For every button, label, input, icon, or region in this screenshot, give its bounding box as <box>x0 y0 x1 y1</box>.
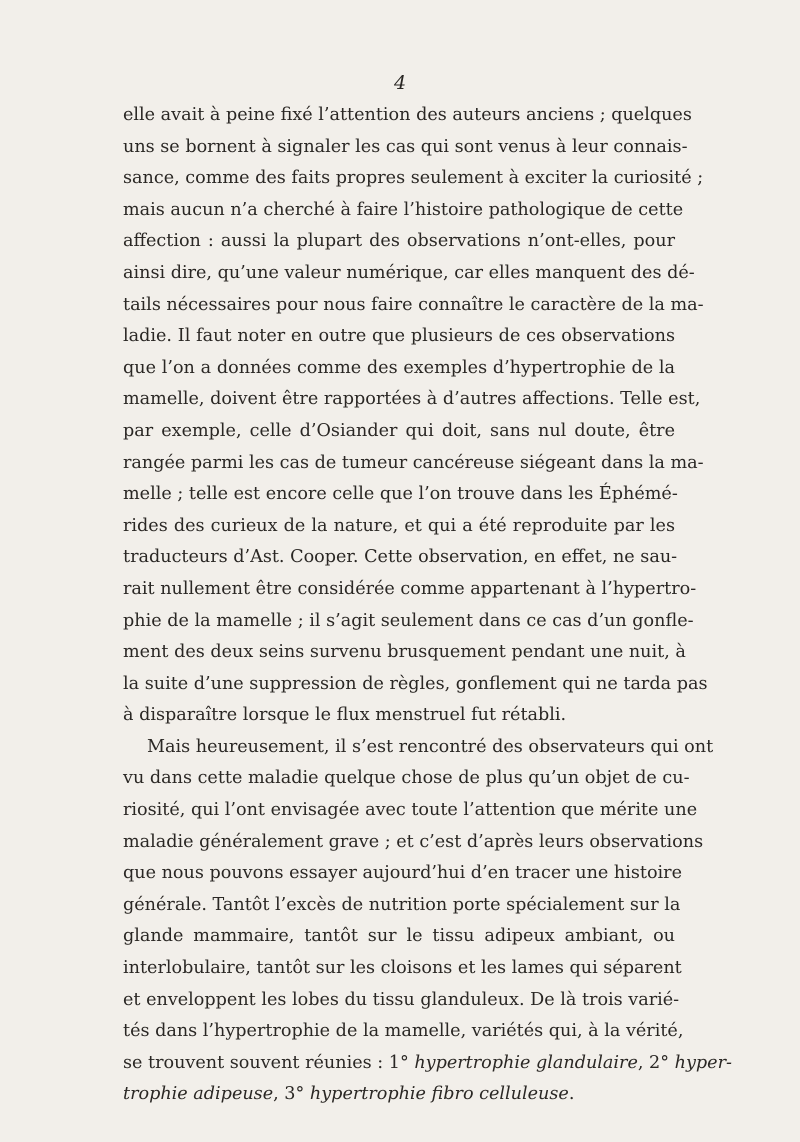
page-number: 4 <box>393 72 407 94</box>
text-line: rangée parmi les cas de tumeur cancéreuse siégeant dans la ma- <box>123 452 704 473</box>
text-line: que nous pouvons essayer aujourd’hui d’en tracer une histoire <box>123 863 682 884</box>
text-line: elle avait à peine fixé l’attention des auteurs anciens ; quelques <box>123 105 692 125</box>
text-line <box>123 1079 675 1111</box>
text-line: rides des curieux de la nature, et qui a été reproduite par les <box>123 515 675 536</box>
text-line: interlobulaire, tantôt sur les cloisons et les lames qui séparent <box>123 958 682 979</box>
text-line: maladie généralement grave ; et c’est d’après leurs observations <box>123 831 704 852</box>
text-line: tails nécessaires pour nous faire connaître le caractère de la ma- <box>123 294 704 315</box>
text-line: traducteurs d’Ast. Cooper. Cette observation, en effet, ne sau- <box>123 547 678 568</box>
text-line <box>123 1048 732 1080</box>
text-line: mamelle, doivent être rapportées à d’autres affections. Telle est, <box>123 389 701 410</box>
final-line-separator: , 2° <box>637 1052 675 1073</box>
text-line: générale. Tantôt l’excès de nutrition porte spécialement sur la <box>123 894 681 915</box>
final-line-separator: , 3° <box>273 1084 310 1105</box>
text-line: sance, comme des faits propres seulement à exciter la curiosité ; <box>123 168 704 189</box>
text-line: rait nullement être considérée comme appartenant à l’hypertro- <box>123 578 697 599</box>
body-text <box>123 100 732 1111</box>
text-line: ainsi dire, qu’une valeur numérique, car elles manquent des dé- <box>123 262 695 283</box>
variety-adipose-start: hyper- <box>674 1052 732 1073</box>
text-line: uns se bornent à signaler les cas qui sont venus à leur connais- <box>123 136 688 157</box>
text-line: melle ; telle est encore celle que l’on trouve dans les Éphémé- <box>123 484 678 505</box>
text-line: phie de la mamelle ; il s’agit seulement dans ce cas d’un gonfle- <box>123 610 694 631</box>
text-line: ment des deux seins survenu brusquement pendant une nuit, à <box>123 642 686 663</box>
text-line: la suite d’une suppression de règles, gonflement qui ne tarda pas <box>123 673 708 694</box>
text-line: ladie. Il faut noter en outre que plusieurs de ces observations <box>123 326 675 347</box>
text-line: affection : aussi la plupart des observations n’ont-elles, pour <box>123 231 675 252</box>
paragraph-start-line: Mais heureusement, il s’est rencontré des observateurs qui ont <box>147 736 714 757</box>
text-line: glande mammaire, tantôt sur le tissu adipeux ambiant, ou <box>123 926 675 947</box>
text-line: riosité, qui l’ont envisagée avec toute l’attention que mérite une <box>123 800 698 821</box>
final-period: . <box>568 1084 575 1105</box>
variety-adipose-end: trophie adipeuse <box>123 1084 274 1105</box>
paragraph-end-line: à disparaître lorsque le flux menstruel fut rétabli. <box>123 705 567 726</box>
text-line: vu dans cette maladie quelque chose de plus qu’un objet de cu- <box>123 768 690 789</box>
text-line: tés dans l’hypertrophie de la mamelle, variétés qui, à la vérité, <box>123 1021 684 1042</box>
text-line: et enveloppent les lobes du tissu glanduleux. De là trois varié- <box>123 989 680 1010</box>
text-line: que l’on a données comme des exemples d’hypertrophie de la <box>123 357 675 378</box>
text-line: mais aucun n’a cherché à faire l’histoire pathologique de cette <box>123 199 684 220</box>
final-line-lead: se trouvent souvent réunies : 1° <box>123 1052 415 1073</box>
text-line: par exemple, celle d’Osiander qui doit, sans nul doute, être <box>123 420 675 441</box>
variety-glandular: hypertrophie glandulaire <box>414 1052 638 1073</box>
variety-fibro-cellular: hypertrophie fibro celluleuse <box>309 1084 569 1105</box>
